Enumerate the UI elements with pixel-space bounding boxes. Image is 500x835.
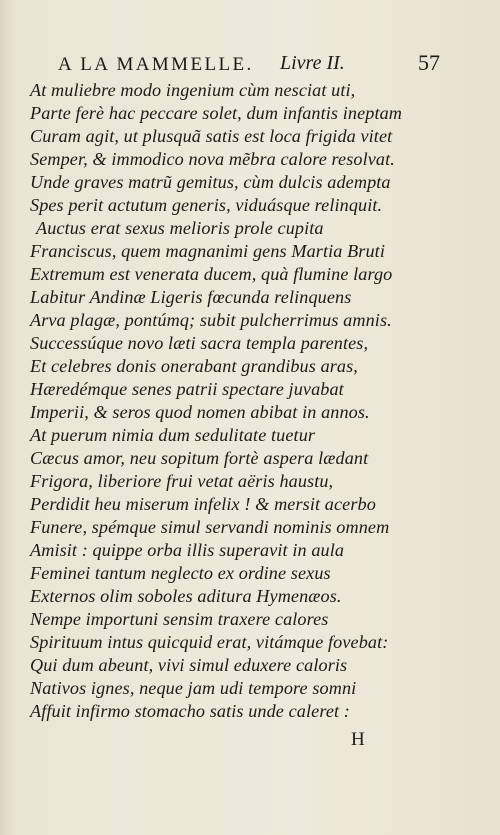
verse-line: Spirituum intus quicquid erat, vitámque fovebat: — [30, 632, 389, 652]
verse-line: Et celebres donis onerabant grandibus aras, — [30, 356, 358, 376]
verse-line: Nempe importuni sensim traxere calores — [30, 609, 329, 629]
verse-line: At puerum nimia dum sedulitate tuetur — [30, 425, 316, 445]
verse-line: Hæredémque senes patrii spectare juvabat — [30, 379, 344, 399]
verse-line: Successúque novo læti sacra templa parentes, — [30, 333, 369, 353]
verse-line: Auctus erat sexus melioris prole cupita — [36, 218, 324, 238]
verse-line: Spes perit actutum generis, viduásque relinquit. — [30, 195, 383, 215]
running-head: A LA MAMMELLE. — [58, 54, 254, 75]
verse-line: Nativos ignes, neque jam udi tempore somni — [30, 678, 357, 698]
verse-line: Curam agit, ut plusquã satis est loca frigida vitet — [30, 126, 393, 146]
verse-line: At muliebre modo ingenium cùm nesciat uti, — [30, 80, 356, 100]
verse-line: Imperii, & seros quod nomen abibat in annos. — [30, 402, 370, 422]
book-label: Livre II. — [280, 52, 345, 74]
verse-line: Labitur Andinæ Ligeris fœcunda relinquens — [30, 287, 352, 307]
verse-line: Affuit infirmo stomacho satis unde caleret : — [30, 701, 350, 721]
verse-line: Semper, & immodico nova mẽbra calore resolvat. — [30, 149, 395, 169]
verse-line: Amisit : quippe orba illis superavit in aula — [30, 540, 345, 560]
verse-line: Unde graves matrũ gemitus, cùm dulcis adempta — [30, 172, 391, 192]
verse-line: Feminei tantum neglecto ex ordine sexus — [30, 563, 331, 583]
page-number: 57 — [418, 50, 440, 75]
verse-line: Arva plagæ, pontúmq; subit pulcherrimus amnis. — [30, 310, 392, 330]
signature-mark: H — [351, 729, 365, 750]
verse-line: Funere, spémque simul servandi nominis omnem — [30, 517, 390, 537]
page-header — [58, 50, 438, 78]
verse-line: Cæcus amor, neu sopitum fortè aspera lædant — [30, 448, 369, 468]
verse-line: Qui dum abeunt, vivi simul eduxere caloris — [30, 655, 348, 675]
verse-line: Parte ferè hac peccare solet, dum infantis ineptam — [30, 103, 403, 123]
verse-line: Franciscus, quem magnanimi gens Martia Bruti — [30, 241, 385, 261]
verse-line: Extremum est venerata ducem, quà flumine largo — [30, 264, 393, 284]
verse-line: Externos olim soboles aditura Hymenæos. — [30, 586, 342, 606]
verse-line: Frigora, liberiore frui vetat aëris haustu, — [30, 471, 334, 491]
verse-text — [30, 79, 440, 723]
verse-line: Perdidit heu miserum infelix ! & mersit acerbo — [30, 494, 376, 514]
